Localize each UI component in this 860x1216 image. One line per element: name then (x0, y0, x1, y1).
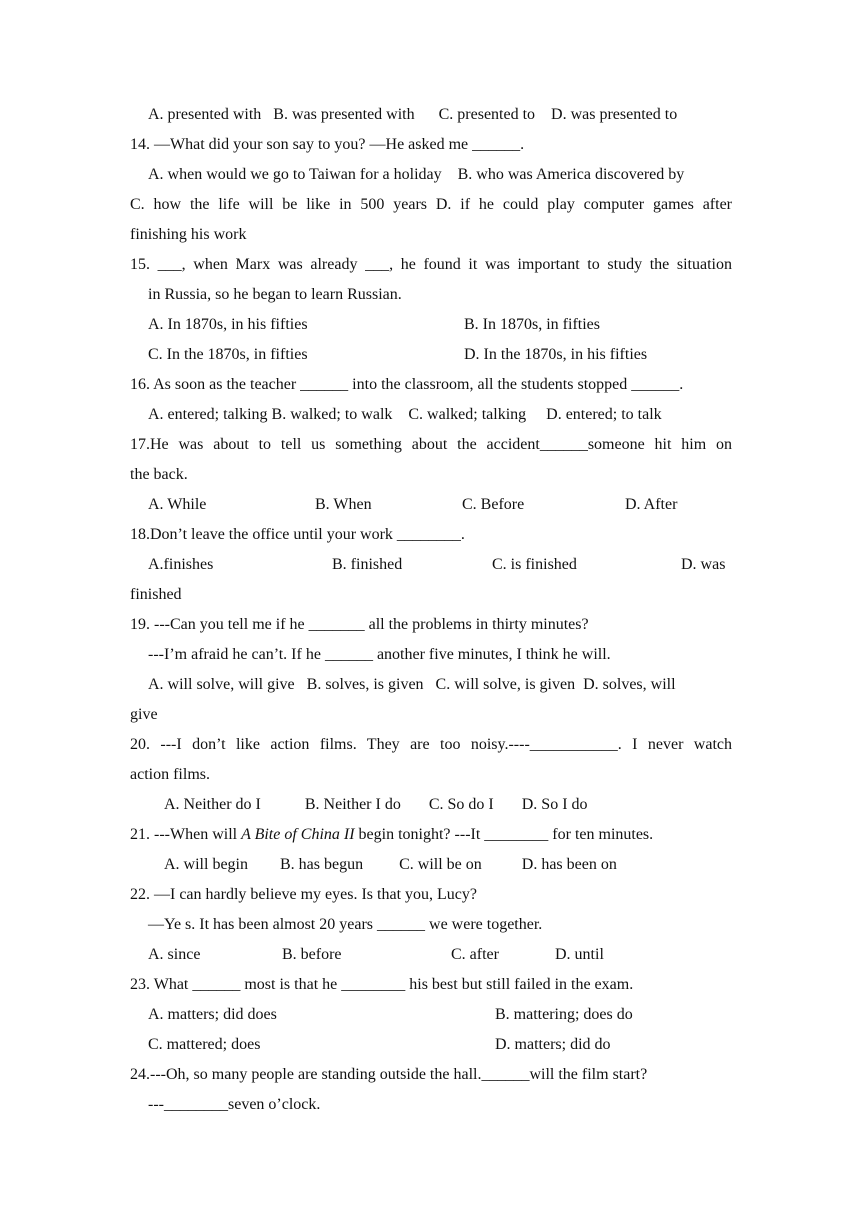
q19-options-cont: give (130, 706, 158, 723)
q21-stem (130, 825, 653, 845)
q18-option-a: A.finishes (148, 556, 214, 573)
q21-title: A Bite of China II (241, 826, 355, 843)
q22-option-b: B. before (282, 946, 342, 963)
q23-option-d: D. matters; did do (495, 1036, 611, 1053)
q19-options: A. will solve, will give B. solves, is given C. will solve, is given D. solves, will (148, 676, 676, 693)
q20-stem-line1: 20. ---I don’t like action films. They are too noisy.----___________. I never watch (130, 736, 732, 753)
q14-stem: 14. —What did your son say to you? —He asked me ______. (130, 136, 525, 153)
q17-option-c: C. Before (462, 496, 525, 513)
q24-stem-line1: 24.---Oh, so many people are standing outside the hall.______will the film start? (130, 1066, 648, 1083)
q16-stem: 16. As soon as the teacher ______ into the classroom, all the students stopped ______. (130, 376, 684, 393)
q18-option-d-cont: finished (130, 586, 182, 603)
q15-option-d: D. In the 1870s, in his fifties (464, 346, 648, 363)
q22-option-a: A. since (148, 946, 201, 963)
q15-option-b: B. In 1870s, in fifties (464, 316, 600, 333)
q20-options: A. Neither do I B. Neither I do C. So do I D. So I do (164, 796, 588, 813)
q17-stem-line2: the back. (130, 466, 188, 483)
q18-option-b: B. finished (332, 556, 403, 573)
q19-stem-line2: ---I’m afraid he can’t. If he ______ another five minutes, I think he will. (148, 646, 611, 663)
q14-options-line2: C. how the life will be like in 500 years D. if he could play computer games after (130, 196, 732, 213)
q19-stem-line1: 19. ---Can you tell me if he _______ all the problems in thirty minutes? (130, 616, 589, 633)
q22-stem-line2: —Ye s. It has been almost 20 years ______ we were together. (148, 916, 543, 933)
q23-stem: 23. What ______ most is that he ________ his best but still failed in the exam. (130, 976, 634, 993)
q17-stem-line1: 17.He was about to tell us something about the accident______someone hit him on (130, 436, 732, 453)
q17-option-d: D. After (625, 496, 678, 513)
q17-option-a: A. While (148, 496, 207, 513)
q16-options: A. entered; talking B. walked; to walk C. walked; talking D. entered; to talk (148, 406, 662, 423)
q23-option-a: A. matters; did does (148, 1006, 277, 1023)
q14-options-line1: A. when would we go to Taiwan for a holiday B. who was America discovered by (148, 166, 685, 183)
q15-stem-line2: in Russia, so he began to learn Russian. (148, 286, 402, 303)
q20-stem-line2: action films. (130, 766, 210, 783)
q21-options: A. will begin B. has begun C. will be on D. has been on (164, 856, 617, 873)
q23-option-c: C. mattered; does (148, 1036, 261, 1053)
q18-option-c: C. is finished (492, 556, 577, 573)
q18-option-d: D. was (681, 556, 726, 573)
q22-option-d: D. until (555, 946, 604, 963)
q22-stem-line1: 22. —I can hardly believe my eyes. Is that you, Lucy? (130, 886, 477, 903)
q18-stem: 18.Don’t leave the office until your work ________. (130, 526, 465, 543)
q22-option-c: C. after (451, 946, 499, 963)
q15-option-c: C. In the 1870s, in fifties (148, 346, 308, 363)
q17-option-b: B. When (315, 496, 372, 513)
q15-stem-line1: 15. ___, when Marx was already ___, he found it was important to study the situation (130, 256, 732, 273)
q14-options-line3: finishing his work (130, 226, 247, 243)
q13-options: A. presented with B. was presented with C. presented to D. was presented to (148, 106, 678, 123)
q23-option-b: B. mattering; does do (495, 1006, 633, 1023)
q21-stem-pre: 21. ---When will (130, 826, 242, 843)
q24-stem-line2: ---________seven o’clock. (148, 1096, 321, 1113)
q21-stem-post: begin tonight? ---It ________ for ten minutes. (354, 826, 654, 843)
q15-option-a: A. In 1870s, in his fifties (148, 316, 308, 333)
